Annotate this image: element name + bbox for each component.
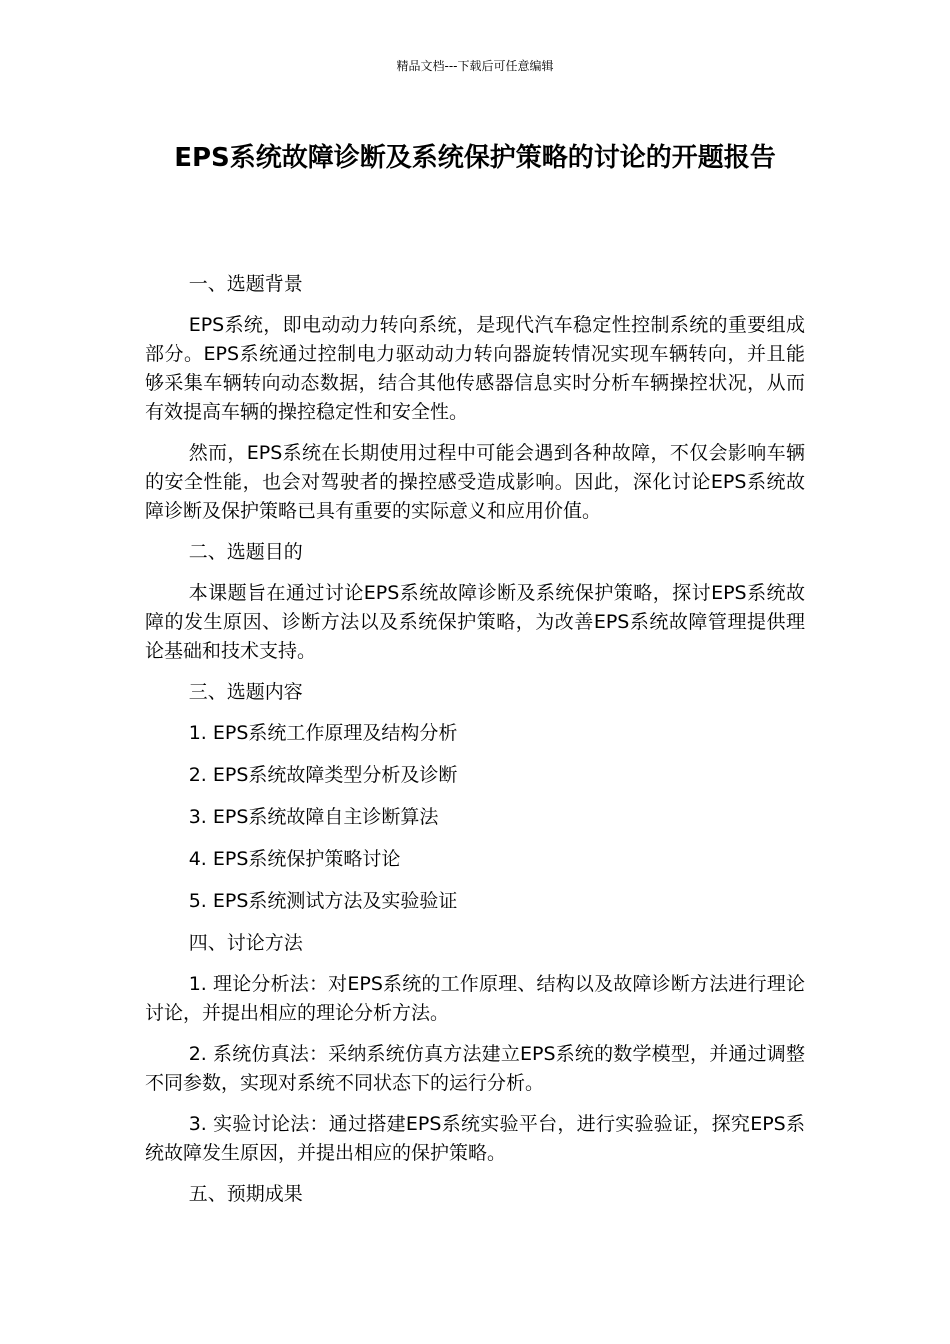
section-heading-purpose: 二、选题目的 [188, 541, 303, 563]
content-item: 5. EPS系统测试方法及实验验证 [188, 890, 458, 912]
document-body [145, 270, 805, 1221]
section-heading-content: 三、选题内容 [188, 681, 303, 703]
paragraph-purpose-1: 本课题旨在通过讨论EPS系统故障诊断及系统保护策略，探讨EPS系统故障的发生原因、诊断方法以及系统保护策略，为改善EPS系统故障管理提供理论基础和技术支持。 [145, 582, 805, 662]
paragraph-background-2: 然而，EPS系统在长期使用过程中可能会遇到各种故障，不仅会影响车辆的安全性能，也会对驾驶者的操控感受造成影响。因此，深化讨论EPS系统故障诊断及保护策略已具有重要的实际意义和应用价值。 [145, 442, 805, 522]
content-item: 3. EPS系统故障自主诊断算法 [188, 806, 439, 828]
document-title: EPS系统故障诊断及系统保护策略的讨论的开题报告 [174, 143, 776, 173]
section-heading-background: 一、选题背景 [188, 273, 303, 295]
method-item: 3. 实验讨论法：通过搭建EPS系统实验平台，进行实验验证，探究EPS系统故障发生原因，并提出相应的保护策略。 [145, 1113, 805, 1164]
header-note: 精品文档---下载后可任意编辑 [396, 59, 554, 73]
section-heading-results: 五、预期成果 [188, 1183, 303, 1205]
method-item: 1. 理论分析法：对EPS系统的工作原理、结构以及故障诊断方法进行理论讨论，并提出相应的理论分析方法。 [145, 973, 805, 1024]
section-heading-method: 四、讨论方法 [188, 932, 303, 954]
content-item: 4. EPS系统保护策略讨论 [188, 848, 401, 870]
content-item: 2. EPS系统故障类型分析及诊断 [188, 764, 458, 786]
method-item: 2. 系统仿真法：采纳系统仿真方法建立EPS系统的数学模型，并通过调整不同参数，实现对系统不同状态下的运行分析。 [145, 1043, 805, 1094]
paragraph-background-1: EPS系统，即电动动力转向系统，是现代汽车稳定性控制系统的重要组成部分。EPS系统通过控制电力驱动动力转向器旋转情况实现车辆转向，并且能够采集车辆转向动态数据，结合其他传感器信息实时分析车辆操控状况，从而有效提高车辆的操控稳定性和安全性。 [145, 314, 805, 423]
content-item: 1. EPS系统工作原理及结构分析 [188, 722, 458, 744]
